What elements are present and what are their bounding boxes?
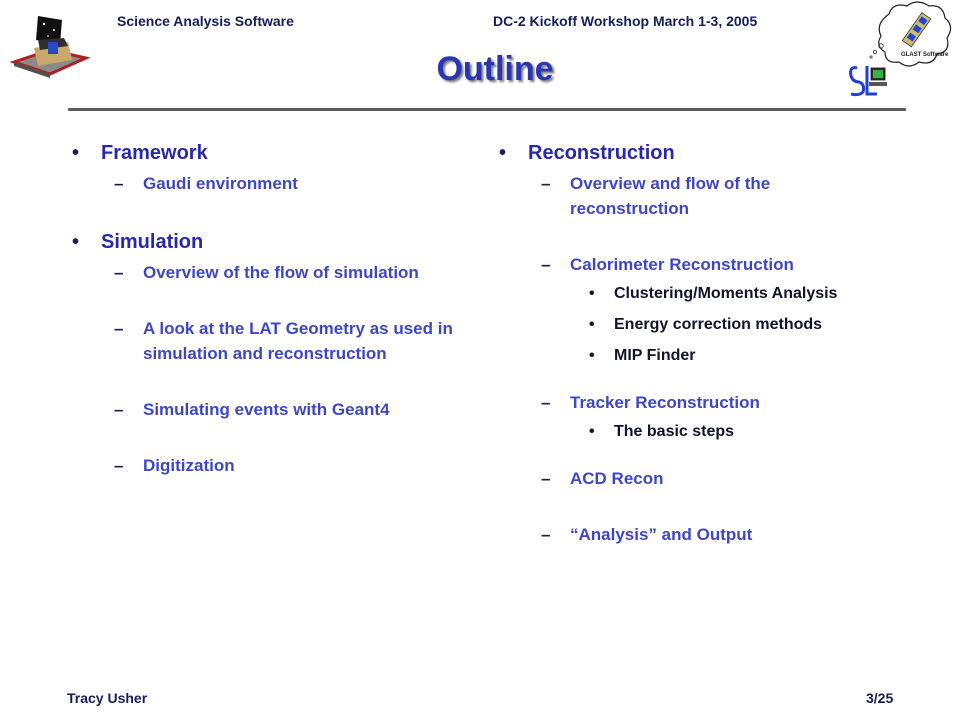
point-item [487,421,927,443]
sub-item [60,171,460,196]
sub-item [60,316,460,366]
bullet-item [487,138,927,168]
point-item [487,314,927,336]
left-column [60,138,460,478]
point-item [487,283,927,305]
bullet-marker: • [72,231,80,253]
dash-marker: – [114,400,124,419]
sub-item-label: Calorimeter Reconstruction [570,255,794,274]
point-label: Clustering/Moments Analysis [614,285,838,302]
bullet-item [60,227,460,257]
dash-marker: – [541,174,551,193]
dash-marker: – [541,393,551,412]
sub-item-label: Gaudi environment [143,174,298,193]
sub-item [487,252,927,277]
dash-marker: – [541,255,551,274]
sub-item-label: Simulating events with Geant4 [143,400,390,419]
header-left-text: Science Analysis Software [117,13,294,29]
sub-item-label: A look at the LAT Geometry as used in simulation and reconstruction [143,319,453,363]
bullet-marker: • [589,423,595,440]
outline-section-framework [60,138,460,196]
dash-marker: – [114,456,124,475]
dash-marker: – [541,525,551,544]
sub-item-label: Overview and flow of the reconstruction [570,174,771,218]
sub-item-label: Overview of the flow of simulation [143,263,419,282]
title-divider [68,108,906,111]
sub-item-label: “Analysis” and Output [570,525,753,544]
section-label: Simulation [101,231,204,253]
point-item [487,345,927,367]
bullet-marker: • [589,285,595,302]
sub-item-label: Tracker Reconstruction [570,393,760,412]
dash-marker: – [114,263,124,282]
slide-title: Outline [436,50,554,88]
dash-marker: – [114,174,124,193]
point-label: MIP Finder [614,347,696,364]
sub-points [487,421,927,443]
bullet-marker: • [72,142,80,164]
footer-author: Tracy Usher [67,690,148,706]
sub-item [60,260,460,285]
bullet-marker: • [589,316,595,333]
sub-points [487,283,927,367]
bullet-marker: • [499,142,507,164]
sub-item-label: Digitization [143,456,235,475]
bullet-item [60,138,460,168]
dash-marker: – [541,469,551,488]
sub-item [60,453,460,478]
sub-item [60,397,460,422]
bullet-marker: • [589,347,595,364]
sub-item [487,171,927,221]
section-label: Framework [101,142,208,164]
outline-section-simulation [60,227,460,478]
footer-page-number: 3/25 [866,690,894,706]
section-label: Reconstruction [528,142,675,164]
sub-item [487,466,927,491]
outline-section-reconstruction [487,138,927,547]
svg-text:GLAST Software: GLAST Software [901,52,949,58]
header-right-text: DC-2 Kickoff Workshop March 1-3, 2005 [493,13,758,29]
sub-item [487,390,927,415]
right-column [487,138,927,547]
point-label: The basic steps [614,423,735,440]
sub-item [487,522,927,547]
dash-marker: – [114,319,124,338]
point-label: Energy correction methods [614,316,823,333]
sub-item-label: ACD Recon [570,469,664,488]
